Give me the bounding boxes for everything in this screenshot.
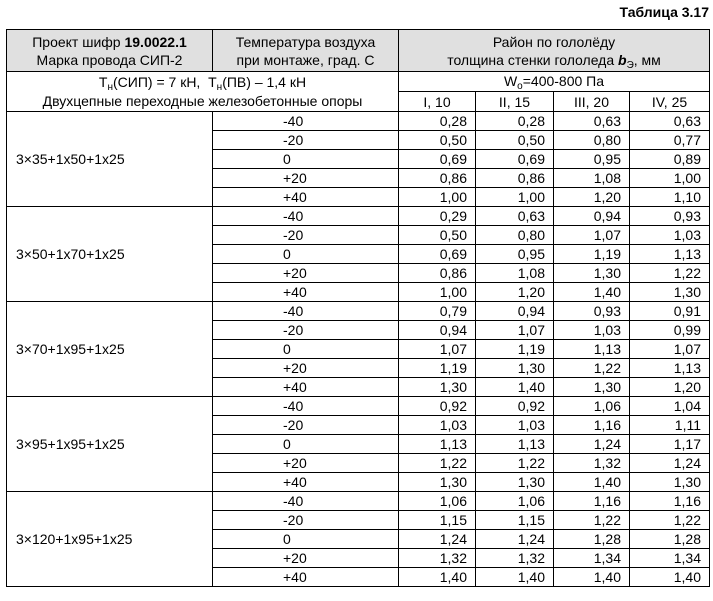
value-cell: 1,15 [399, 511, 476, 530]
value-cell: 0,86 [399, 169, 476, 188]
temperature-cell: -40 [213, 492, 399, 511]
value-cell: 0,28 [399, 112, 476, 131]
value-cell: 1,40 [554, 473, 630, 492]
temperature-cell: +40 [213, 473, 399, 492]
value-cell: 0,69 [399, 245, 476, 264]
value-cell: 0,91 [630, 302, 710, 321]
value-cell: 1,19 [399, 359, 476, 378]
value-cell: 1,24 [476, 530, 554, 549]
header-wire-brand: Проект шифр 19.0022.1 Марка провода СИП-2 [7, 30, 213, 72]
temperature-cell: +20 [213, 454, 399, 473]
value-cell: 1,07 [630, 340, 710, 359]
value-cell: 0,95 [476, 245, 554, 264]
value-cell: 1,08 [554, 169, 630, 188]
value-cell: 1,30 [399, 378, 476, 397]
value-cell: 1,32 [554, 454, 630, 473]
value-cell: 1,40 [554, 568, 630, 587]
district-3: III, 20 [554, 92, 630, 112]
value-cell: 1,13 [476, 435, 554, 454]
value-cell: 1,00 [630, 169, 710, 188]
value-cell: 1,03 [399, 416, 476, 435]
temperature-cell: +20 [213, 264, 399, 283]
value-cell: 1,16 [554, 416, 630, 435]
value-cell: 1,13 [399, 435, 476, 454]
value-cell: 0,86 [399, 264, 476, 283]
temperature-cell: -40 [213, 207, 399, 226]
value-cell: 1,20 [554, 188, 630, 207]
wire-brand-cell: 3×50+1x70+1x25 [7, 207, 213, 302]
temperature-cell: +40 [213, 568, 399, 587]
wire-brand-cell: 3×70+1x95+1x25 [7, 302, 213, 397]
value-cell: 0,29 [399, 207, 476, 226]
value-cell: 0,89 [630, 150, 710, 169]
value-cell: 0,69 [476, 150, 554, 169]
value-cell: 0,92 [399, 397, 476, 416]
value-cell: 1,24 [554, 435, 630, 454]
value-cell: 0,94 [476, 302, 554, 321]
value-cell: 1,32 [399, 549, 476, 568]
temperature-cell: -20 [213, 321, 399, 340]
value-cell: 0,93 [630, 207, 710, 226]
value-cell: 0,94 [399, 321, 476, 340]
table-row [7, 397, 710, 416]
table-row [7, 302, 710, 321]
value-cell: 1,13 [630, 359, 710, 378]
temperature-cell: -20 [213, 131, 399, 150]
value-cell: 1,34 [554, 549, 630, 568]
temperature-cell: +40 [213, 378, 399, 397]
value-cell: 1,30 [630, 473, 710, 492]
value-cell: 0,77 [630, 131, 710, 150]
value-cell: 0,79 [399, 302, 476, 321]
temperature-cell: 0 [213, 530, 399, 549]
district-4: IV, 25 [630, 92, 710, 112]
temperature-cell: -40 [213, 112, 399, 131]
value-cell: 1,30 [476, 359, 554, 378]
value-cell: 1,22 [630, 511, 710, 530]
data-table [6, 29, 710, 587]
value-cell: 0,63 [630, 112, 710, 131]
value-cell: 1,13 [554, 340, 630, 359]
value-cell: 1,22 [554, 511, 630, 530]
temperature-cell: -40 [213, 397, 399, 416]
value-cell: 0,28 [476, 112, 554, 131]
value-cell: 1,40 [554, 283, 630, 302]
value-cell: 1,40 [399, 568, 476, 587]
value-cell: 0,50 [399, 226, 476, 245]
temperature-cell: 0 [213, 435, 399, 454]
value-cell: 1,19 [476, 340, 554, 359]
temperature-cell: -20 [213, 226, 399, 245]
temperature-cell: -40 [213, 302, 399, 321]
temperature-cell: +40 [213, 188, 399, 207]
wind-pressure: $W_о=400-800$ Па [399, 72, 710, 92]
district-1: I, 10 [399, 92, 476, 112]
value-cell: 1,22 [554, 359, 630, 378]
value-cell: 1,19 [554, 245, 630, 264]
value-cell: 0,94 [554, 207, 630, 226]
temperature-cell: +40 [213, 283, 399, 302]
value-cell: 1,17 [630, 435, 710, 454]
tension-note: $Т_н(СИП) = 7$ кН, $Т_н(ПВ) - 1,4$ кН Двухцепные переходные железобетонные опоры [7, 72, 399, 112]
value-cell: 1,15 [476, 511, 554, 530]
temperature-cell: +20 [213, 549, 399, 568]
value-cell: 1,22 [476, 454, 554, 473]
value-cell: 1,00 [476, 188, 554, 207]
value-cell: 1,03 [554, 321, 630, 340]
temperature-cell: -20 [213, 511, 399, 530]
header-temperature: Температура воздуха при монтаже, град. С [213, 30, 399, 72]
value-cell: 1,00 [399, 283, 476, 302]
value-cell: 1,40 [476, 568, 554, 587]
value-cell: 1,03 [476, 416, 554, 435]
value-cell: 1,28 [630, 530, 710, 549]
wire-brand-cell: 3×35+1x50+1x25 [7, 112, 213, 207]
temperature-cell: 0 [213, 245, 399, 264]
table-row [7, 207, 710, 226]
temperature-cell: +20 [213, 169, 399, 188]
value-cell: 0,69 [399, 150, 476, 169]
value-cell: 1,06 [476, 492, 554, 511]
value-cell: 1,24 [399, 530, 476, 549]
value-cell: 1,07 [476, 321, 554, 340]
value-cell: 1,30 [630, 283, 710, 302]
value-cell: 1,11 [630, 416, 710, 435]
wind-row [7, 72, 710, 92]
temperature-cell: 0 [213, 340, 399, 359]
value-cell: 0,63 [554, 112, 630, 131]
wire-brand-cell: 3×95+1x95+1x25 [7, 397, 213, 492]
value-cell: 1,40 [630, 568, 710, 587]
temperature-cell: +20 [213, 359, 399, 378]
value-cell: 1,00 [399, 188, 476, 207]
district-2: II, 15 [476, 92, 554, 112]
value-cell: 1,30 [476, 473, 554, 492]
value-cell: 0,95 [554, 150, 630, 169]
value-cell: 0,80 [554, 131, 630, 150]
table-body [7, 112, 710, 587]
table-caption: Таблица 3.17 [619, 4, 709, 20]
value-cell: 1,30 [399, 473, 476, 492]
value-cell: 1,30 [554, 264, 630, 283]
table-row [7, 112, 710, 131]
value-cell: 1,20 [630, 378, 710, 397]
value-cell: 1,07 [399, 340, 476, 359]
temperature-cell: 0 [213, 150, 399, 169]
value-cell: 1,22 [630, 264, 710, 283]
value-cell: 1,03 [630, 226, 710, 245]
value-cell: 1,08 [476, 264, 554, 283]
value-cell: 1,07 [554, 226, 630, 245]
temperature-cell: -20 [213, 416, 399, 435]
value-cell: 1,28 [554, 530, 630, 549]
value-cell: 0,50 [399, 131, 476, 150]
value-cell: 1,34 [630, 549, 710, 568]
value-cell: 1,32 [476, 549, 554, 568]
value-cell: 1,40 [476, 378, 554, 397]
value-cell: 1,16 [554, 492, 630, 511]
value-cell: 1,24 [630, 454, 710, 473]
wire-brand-cell: 3×120+1x95+1x25 [7, 492, 213, 587]
value-cell: 1,06 [554, 397, 630, 416]
header-ice-district: Район по гололёду толщина стенки гололеда $b_Э$, мм [399, 30, 710, 72]
table-row [7, 492, 710, 511]
value-cell: 0,80 [476, 226, 554, 245]
value-cell: 1,06 [399, 492, 476, 511]
value-cell: 0,92 [476, 397, 554, 416]
header-row [7, 30, 710, 72]
value-cell: 1,10 [630, 188, 710, 207]
value-cell: 1,22 [399, 454, 476, 473]
value-cell: 1,13 [630, 245, 710, 264]
project-code: 19.0022.1 [124, 33, 187, 50]
value-cell: 0,99 [630, 321, 710, 340]
value-cell: 1,30 [554, 378, 630, 397]
value-cell: 1,04 [630, 397, 710, 416]
value-cell: 0,63 [476, 207, 554, 226]
value-cell: 0,86 [476, 169, 554, 188]
value-cell: 1,20 [476, 283, 554, 302]
value-cell: 0,50 [476, 131, 554, 150]
value-cell: 0,93 [554, 302, 630, 321]
value-cell: 1,16 [630, 492, 710, 511]
